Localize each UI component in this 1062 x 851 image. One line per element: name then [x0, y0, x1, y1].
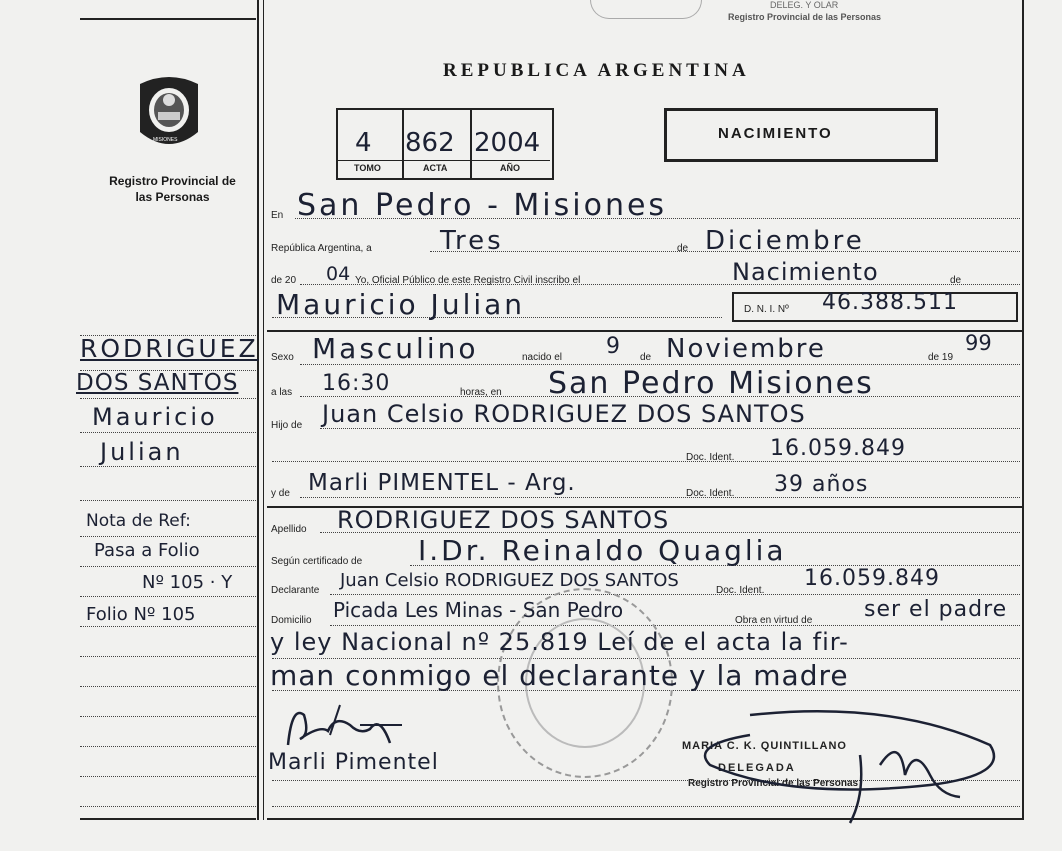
margin-name-line-4: Julian — [100, 438, 184, 466]
left-rule — [80, 500, 256, 501]
birth-month-value: Noviembre — [666, 334, 826, 364]
right-border — [1022, 0, 1024, 820]
left-rule — [80, 716, 256, 717]
left-rule — [80, 626, 256, 627]
surname-value: RODRIGUEZ DOS SANTOS — [337, 506, 670, 534]
birth-place-value: San Pedro Misiones — [548, 366, 874, 401]
left-rule — [80, 656, 256, 657]
top-stamp-arc — [590, 0, 702, 19]
label-obra: Obra en virtud de — [735, 615, 813, 626]
register-type: NACIMIENTO — [718, 125, 833, 142]
mother-value: Marli PIMENTEL - Arg. — [308, 470, 576, 496]
top-left-rule — [80, 18, 256, 20]
margin-name-line-1: RODRIGUEZ — [80, 334, 259, 363]
margin-name-line-2: DOS SANTOS — [76, 370, 239, 396]
label-nacido: nacido el — [522, 352, 563, 363]
left-rule — [80, 686, 256, 687]
label-doc-ident-2: Doc. Ident. — [686, 488, 735, 499]
top-stamp-text: Registro Provincial de las Personas — [728, 12, 882, 22]
text-line-2: man conmigo el declarante y la madre — [270, 659, 849, 692]
label-horas: horas, en — [460, 387, 502, 398]
father-value: Juan Celsio RODRIGUEZ DOS SANTOS — [322, 400, 806, 428]
acta-label: ACTA — [423, 163, 448, 173]
label-de-1: de — [677, 243, 689, 254]
left-rule — [80, 746, 256, 747]
act-type-value: Nacimiento — [732, 258, 879, 286]
label-segun: Según certificado de — [271, 556, 363, 567]
margin-name-line-3: Mauricio — [92, 403, 218, 431]
father-doc-value: 16.059.849 — [770, 436, 906, 461]
parent-signature — [280, 695, 410, 755]
tomo-label: TOMO — [354, 163, 381, 173]
row-rule — [330, 594, 1020, 595]
left-rule — [80, 398, 256, 399]
declarant-value: Juan Celsio RODRIGUEZ DOS SANTOS — [340, 570, 679, 591]
row-rule — [300, 497, 1020, 498]
address-value: Picada Les Minas - San Pedro — [333, 598, 624, 622]
left-column-divider-inner — [263, 0, 264, 820]
top-stamp-fragment: DELEG. Y OLAR — [770, 0, 839, 10]
certificate-value: I.Dr. Reinaldo Quaglia — [418, 534, 787, 567]
label-sexo: Sexo — [271, 352, 294, 363]
note-line-3: Nº 105 · Y — [142, 572, 233, 593]
label-official-text: Yo, Oficial Público de este Registro Civil inscribo el — [355, 275, 581, 286]
birth-time-value: 16:30 — [322, 371, 391, 396]
box-label-rule — [338, 160, 550, 161]
note-line-1: Nota de Ref: — [86, 511, 191, 531]
obra-value: ser el padre — [864, 597, 1008, 622]
month-value: Diciembre — [705, 226, 865, 256]
row-rule — [272, 461, 1020, 462]
note-line-2: Pasa a Folio — [94, 540, 200, 561]
label-de-19: de 19 — [928, 352, 954, 363]
sex-value: Masculino — [312, 332, 479, 365]
label-republica: República Argentina, a — [271, 243, 372, 254]
label-doc-ident-3: Doc. Ident. — [716, 585, 765, 596]
ano-value: 2004 — [474, 128, 541, 158]
place-value: San Pedro - Misiones — [297, 188, 668, 223]
official-org: Registro Provincial de las Personas — [688, 778, 859, 789]
text-line-1: y ley Nacional nº 25.819 Leí de el acta la fir- — [270, 628, 849, 656]
birth-day-value: 9 — [606, 334, 623, 359]
country-title: REPUBLICA ARGENTINA — [443, 60, 750, 81]
declarant-doc-value: 16.059.849 — [804, 566, 940, 591]
left-bottom-rule — [80, 818, 256, 820]
label-dni: D. N. I. Nº — [744, 304, 789, 315]
label-de-2: de — [950, 275, 962, 286]
row-rule — [320, 428, 1020, 429]
left-column-divider — [257, 0, 259, 820]
left-rule — [80, 596, 256, 597]
left-rule — [80, 432, 256, 433]
official-title: DELEGADA — [718, 762, 796, 774]
label-de-20: de 20 — [271, 275, 297, 286]
label-apellido: Apellido — [271, 524, 307, 535]
name-value: Mauricio Julian — [276, 288, 526, 321]
box-divider — [402, 108, 404, 178]
office-label: Registro Provincial de las Personas — [109, 174, 236, 204]
label-y-de: y de — [271, 488, 290, 499]
left-rule — [80, 536, 256, 537]
label-domicilio: Domicilio — [271, 615, 312, 626]
mother-doc-value: 39 años — [774, 472, 869, 497]
seal-text: MISIONES — [153, 137, 178, 143]
ano-label: AÑO — [500, 163, 520, 173]
label-en: En — [271, 210, 284, 221]
left-rule — [80, 806, 256, 807]
day-value: Tres — [440, 226, 504, 256]
year-suffix-value: 04 — [326, 263, 351, 285]
official-signature — [690, 705, 1010, 825]
box-divider — [470, 108, 472, 178]
label-doc-ident-1: Doc. Ident. — [686, 452, 735, 463]
label-declarante: Declarante — [271, 585, 320, 596]
left-signature-name: Marli Pimentel — [268, 750, 439, 775]
provincial-seal — [132, 70, 206, 156]
birth-year-value: 99 — [965, 331, 992, 355]
note-line-4: Folio Nº 105 — [86, 604, 196, 625]
official-name: MARIA C. K. QUINTILLANO — [682, 740, 847, 752]
left-rule — [80, 466, 256, 467]
label-hijo: Hijo de — [271, 420, 303, 431]
left-rule — [80, 776, 256, 777]
left-rule — [80, 566, 256, 567]
row-rule — [330, 625, 1020, 626]
label-a-las: a las — [271, 387, 293, 398]
tomo-value: 4 — [355, 128, 375, 158]
acta-value: 862 — [405, 128, 455, 158]
label-de-3: de — [640, 352, 652, 363]
dni-value: 46.388.511 — [822, 290, 958, 315]
